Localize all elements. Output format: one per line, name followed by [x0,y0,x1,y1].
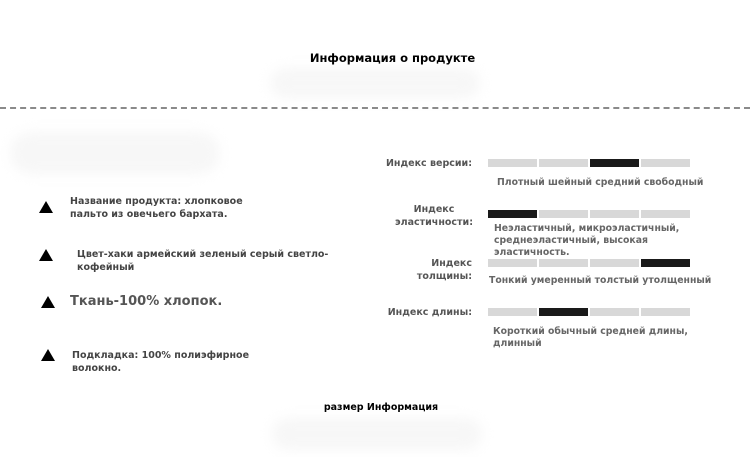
thickness-index-description: Тонкий умеренный толстый утолщенный [489,275,712,286]
elasticity-index-description: Неэластичный, микроэластичный, среднеэластичный, высокая эластичность. [494,223,680,258]
version-index-scale [488,159,690,167]
item-text: Подкладка: 100% полиэфирное волокно. [72,350,250,374]
item-text: Ткань-100% хлопок. [70,294,223,309]
item-text: Название продукта: хлопковое пальто из овечьего бархата. [70,196,243,220]
scale-segment [641,159,690,167]
page-title: Информация о продукте [309,51,476,65]
thickness-index-scale [488,259,690,267]
scale-segment [488,159,537,167]
scale-segment [539,259,588,267]
scale-segment [488,210,537,218]
section-watermark [10,132,220,174]
size-info-title: размер Информация [323,402,439,413]
scale-segment [539,159,588,167]
scale-segment [590,159,639,167]
list-item-product-name [39,195,254,221]
scale-segment [590,259,639,267]
scale-segment [590,308,639,316]
scale-segment [488,308,537,316]
item-text: Цвет-хаки армейский зеленый серый светло-кофейный [77,249,329,273]
scale-segment [641,259,690,267]
length-index-description: Короткий обычный средней длины, длинный [493,326,688,349]
triangle-bullet-icon [39,201,53,213]
title-watermark [270,68,480,98]
list-item-color [39,248,369,274]
version-index-label: Индекс версии: [385,158,472,169]
triangle-bullet-icon [39,249,53,261]
version-index-description: Плотный шейный средний свободный [497,177,704,188]
scale-segment [488,259,537,267]
elasticity-index-label: Индекс эластичности: [395,204,473,228]
list-item-lining [41,349,291,375]
triangle-bullet-icon [41,296,55,308]
scale-segment [539,210,588,218]
dashed-divider [0,107,750,109]
scale-segment [590,210,639,218]
thickness-index-label: Индекс толщины: [416,258,472,282]
length-index-label: Индекс длины: [387,307,472,318]
triangle-bullet-icon [41,349,55,361]
footer-watermark [272,418,482,450]
scale-segment [641,210,690,218]
elasticity-index-scale [488,210,690,218]
scale-segment [539,308,588,316]
scale-segment [641,308,690,316]
list-item-fabric [41,295,261,308]
length-index-scale [488,308,690,316]
